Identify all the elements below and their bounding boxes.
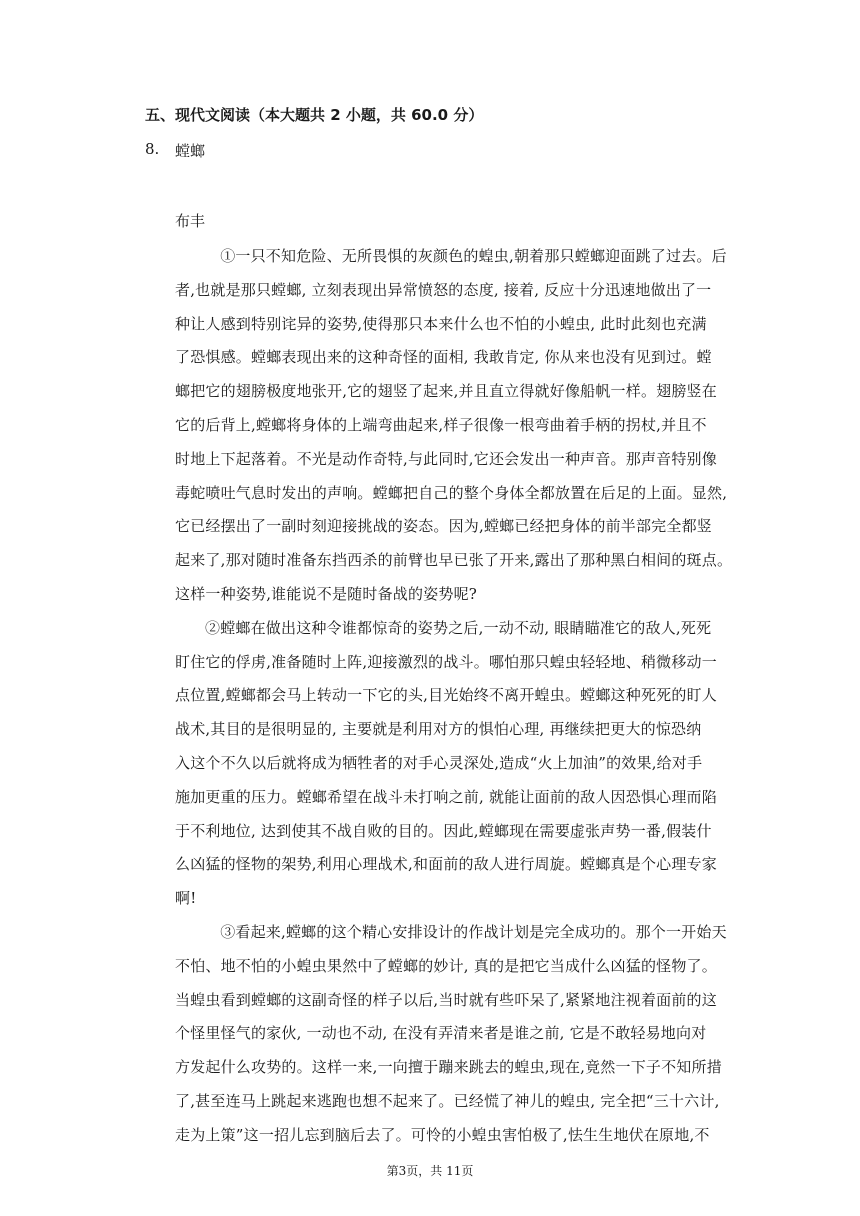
text-line: ②螳螂在做出这种令谁都惊奇的姿势之后,一动不动, 眼睛瞄准它的敌人,死死 — [205, 618, 712, 637]
article-author: 布丰 — [175, 212, 206, 230]
text-line: 施加更重的压力。螳螂希望在战斗未打响之前, 就能让面前的敌人因恐惧心理而陷 — [175, 787, 717, 806]
text-line: ①一只不知危险、无所畏惧的灰颜色的蝗虫,朝着那只螳螂迎面跳了过去。后 — [205, 247, 727, 265]
article-title: 螳螂 — [175, 142, 206, 160]
text-line: 了,甚至连马上跳起来逃跑也想不起来了。已经慌了神儿的蝗虫, 完全把“三十六计, — [175, 1091, 720, 1110]
text-line: 这样一种姿势,谁能说不是随时备战的姿势呢? — [175, 584, 478, 603]
text-line: 啊! — [175, 889, 197, 908]
section-heading: 五、现代文阅读（本大题共 2 小题，共 60.0 分） — [145, 106, 484, 124]
text-line: 时地上下起落着。不光是动作奇特,与此同时,它还会发出一种声音。那声音特别像 — [175, 449, 717, 468]
text-line: 盯住它的俘虏,准备随时上阵,迎接激烈的战斗。哪怕那只蝗虫轻轻地、稍微移动一 — [175, 652, 717, 671]
text-line: 个怪里怪气的家伙, 一动也不动, 在没有弄清来者是谁之前, 它是不敢轻易地向对 — [175, 1024, 707, 1043]
text-line: 螂把它的翅膀极度地张开,它的翅竖了起来,并且直立得就好像船帆一样。翅膀竖在 — [175, 382, 717, 401]
text-line: 起来了,那对随时准备东挡西杀的前臂也早已张了开来,露出了那种黑白相间的斑点。 — [175, 551, 733, 570]
text-line: 么凶猛的怪物的架势,利用心理战术,和面前的敌人进行周旋。螳螂真是个心理专家 — [175, 855, 717, 874]
text-line: 战术,其目的是很明显的, 主要就是利用对方的惧怕心理, 再继续把更大的惊恐纳 — [175, 720, 702, 739]
text-line: 走为上策”这一招儿忘到脑后去了。可怜的小蝗虫害怕极了,怯生生地伏在原地,不 — [175, 1125, 710, 1144]
question-number: 8. — [145, 140, 160, 158]
text-line: 于不利地位, 达到使其不战自败的目的。因此,螳螂现在需要虚张声势一番,假装什 — [175, 821, 712, 840]
text-line: 毒蛇喷吐气息时发出的声响。螳螂把自己的整个身体全都放置在后足的上面。显然, — [175, 483, 728, 502]
text-line: 它的后背上,螳螂将身体的上端弯曲起来,样子很像一根弯曲着手柄的拐杖,并且不 — [175, 415, 707, 434]
text-line: 它已经摆出了一副时刻迎接挑战的姿态。因为,螳螂已经把身体的前半部完全都竖 — [175, 517, 712, 536]
text-line: 点位置,螳螂都会马上转动一下它的头,目光始终不离开蝗虫。螳螂这种死死的盯人 — [175, 686, 717, 705]
text-line: 入这个不久以后就将成为牺牲者的对手心灵深处,造成“火上加油”的效果,给对手 — [175, 753, 703, 772]
text-line: 当蝗虫看到螳螂的这副奇怪的样子以后,当时就有些吓呆了,紧紧地注视着面前的这 — [175, 990, 717, 1009]
text-line: 不怕、地不怕的小蝗虫果然中了螳螂的妙计, 真的是把它当成什么凶猛的怪物了。 — [175, 956, 717, 975]
text-line: 种让人感到特别诧异的姿势,使得那只本来什么也不怕的小蝗虫, 此时此刻也充满 — [175, 314, 707, 333]
text-line: 了恐惧感。螳螂表现出来的这种奇怪的面相, 我敢肯定, 你从来也没有见到过。螳 — [175, 348, 712, 367]
text-line: ③看起来,螳螂的这个精心安排设计的作战计划是完全成功的。那个一开始天 — [205, 922, 727, 941]
page-number: 第3页，共 11页 — [386, 1164, 474, 1178]
article-body — [175, 240, 733, 1153]
text-line: 者,也就是那只螳螂, 立刻表现出异常愤怒的态度, 接着, 反应十分迅速地做出了一 — [175, 280, 712, 299]
text-line: 方发起什么攻势的。这样一来,一向擅于蹦来跳去的蝗虫,现在,竟然一下子不知所措 — [175, 1058, 722, 1077]
